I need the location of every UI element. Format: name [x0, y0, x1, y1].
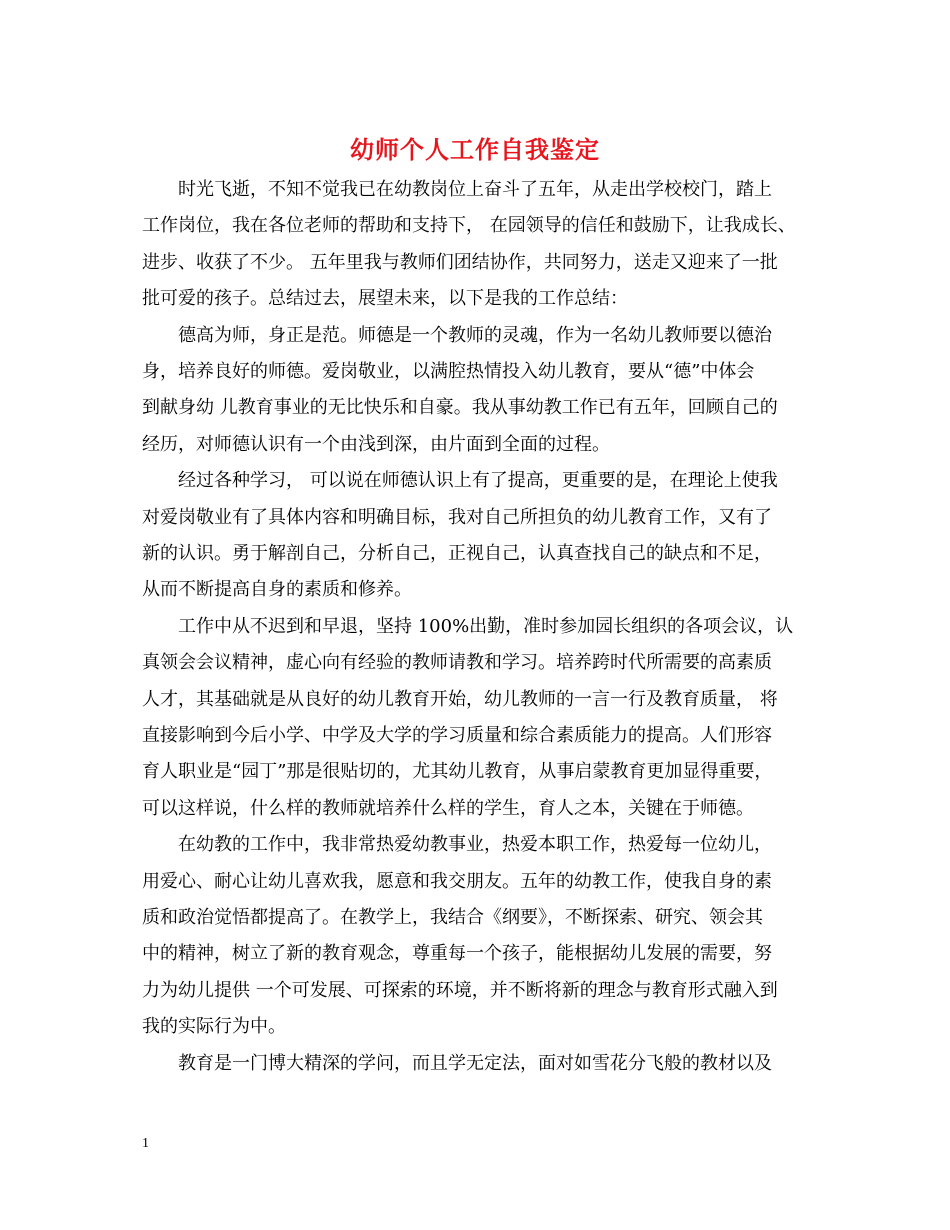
- body-text-line: 我的实际行为中。: [142, 1016, 286, 1037]
- body-text-line: 进步、收获了不少。 五年里我与教师们团结协作，共同努力，送走又迎来了一批: [142, 252, 778, 273]
- body-text-line: 力为幼儿提供 一个可发展、可探索的环境，并不断将新的理念与教育形式融入到: [142, 980, 778, 1001]
- body-text-line: 新的认识。勇于解剖自己，分析自己，正视自己，认真查找自己的缺点和不足，: [142, 543, 772, 564]
- body-text-line: 在幼教的工作中，我非常热爱幼教事业，热爱本职工作，热爱每一位幼儿，: [142, 834, 772, 855]
- body-text-line: 身，培养良好的师德。爱岗敬业，以满腔热情投入幼儿教育，要从“德”中体会: [142, 361, 755, 382]
- body-text-line: 工作岗位，我在各位老师的帮助和支持下， 在园领导的信任和鼓励下，让我成长、: [142, 215, 796, 236]
- body-text-line: 时光飞逝，不知不觉我已在幼教岗位上奋斗了五年，从走出学校校门，踏上: [142, 179, 772, 200]
- body-text-line: 经过各种学习， 可以说在师德认识上有了提高，更重要的是，在理论上使我: [142, 470, 778, 491]
- body-text-line: 育人职业是“园丁”那是很贴切的，尤其幼儿教育，从事启蒙教育更加显得重要，: [142, 761, 773, 782]
- page-number: 1: [142, 1136, 149, 1151]
- body-text-line: 质和政治觉悟都提高了。在教学上，我结合《纲要》，不断探索、研究、领会其: [142, 907, 763, 928]
- body-text-line: 可以这样说，什么样的教师就培养什么样的学生，育人之本，关键在于师德。: [142, 798, 754, 819]
- body-text-line: 工作中从不迟到和早退，坚持 100%出勤，准时参加园长组织的各项会议，认: [142, 616, 794, 637]
- body-text-line: 用爱心、耐心让幼儿喜欢我，愿意和我交朋友。五年的幼教工作，使我自身的素: [142, 871, 772, 892]
- document-title: 幼师个人工作自我鉴定: [350, 135, 600, 164]
- body-text-line: 对爱岗敬业有了具体内容和明确目标，我对自己所担负的幼儿教育工作，又有了: [142, 507, 772, 528]
- body-text-line: 从而不断提高自身的素质和修养。: [142, 579, 412, 600]
- body-text-line: 人才，其基础就是从良好的幼儿教育开始，幼儿教师的一言一行及教育质量， 将: [142, 689, 778, 710]
- body-text-line: 批可爱的孩子。总结过去，展望未来，以下是我的工作总结：: [142, 288, 628, 309]
- body-text-line: 直接影响到今后小学、中学及大学的学习质量和综合素质能力的提高。人们形容: [142, 725, 772, 746]
- body-text-line: 教育是一门博大精深的学问，而且学无定法，面对如雪花分飞般的教材以及: [142, 1053, 772, 1074]
- body-text-line: 到献身幼 儿教育事业的无比快乐和自豪。我从事幼教工作已有五年，回顾自己的: [142, 397, 778, 418]
- body-text-line: 德高为师，身正是范。师德是一个教师的灵魂，作为一名幼儿教师要以德治: [142, 325, 772, 346]
- body-text-line: 真领会会议精神，虚心向有经验的教师请教和学习。培养跨时代所需要的高素质: [142, 652, 772, 673]
- body-text-line: 中的精神，树立了新的教育观念，尊重每一个孩子，能根据幼儿发展的需要，努: [142, 943, 772, 964]
- body-text-line: 经历，对师德认识有一个由浅到深，由片面到全面的过程。: [142, 434, 610, 455]
